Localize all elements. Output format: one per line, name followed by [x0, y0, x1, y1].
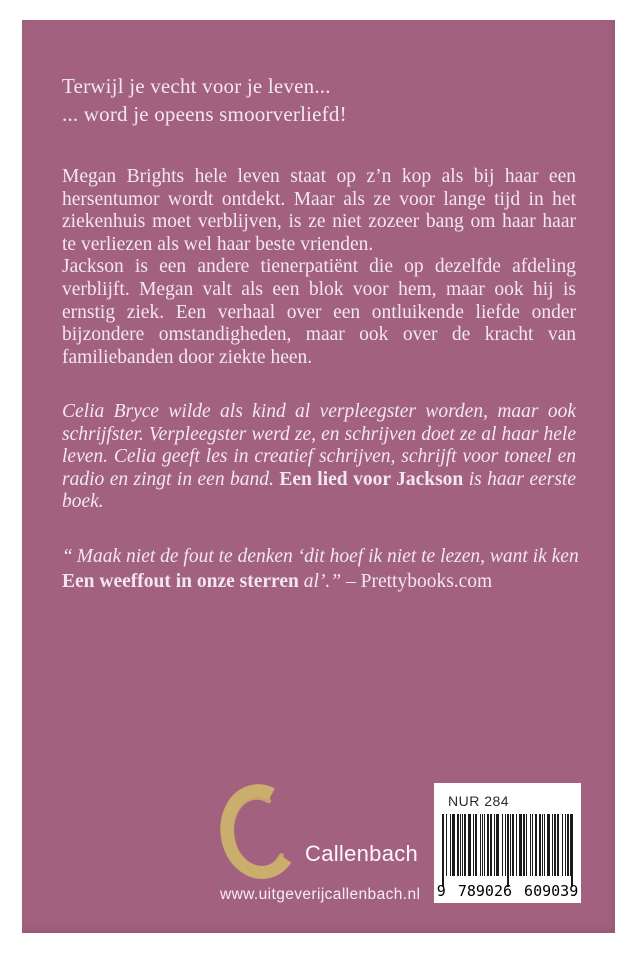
callenbach-c-logo-icon [215, 783, 295, 883]
publisher-website: www.uitgeverijcallenbach.nl [220, 886, 421, 903]
barcode-area [442, 814, 573, 876]
publisher-block [215, 783, 418, 883]
tagline-line-1: Terwijl je vecht voor je leven... [62, 74, 331, 98]
isbn-digits: 9 789026 609039 [436, 882, 579, 900]
barcode-guard-icon [442, 814, 444, 887]
synopsis [62, 166, 576, 369]
tagline-line-2: ... word je opeens smoorverliefd! [62, 102, 347, 126]
synopsis-paragraph-1: Megan Brights hele leven staat op z’n kop als bij haar een hersentumor wordt ontdekt. Maar als ze voor lange tijd in het ziekenhuis moet verblijven, is ze niet zozeer bang om haar haar te verliezen als wel haar beste vrienden. [62, 166, 576, 255]
review-quote-text-2: al’.” [298, 571, 342, 592]
review-quote-attribution: – Prettybooks.com [341, 571, 493, 592]
author-bio-text-1: Celia Bryce wilde als kind al verpleegster worden, maar ook schrijfster. Verpleegster werd ze, en schrijven doet ze al haar hele leven. Celia geeft les in creatief schrijven, schrijft voor toneel en radio en zingt in een band. [62, 401, 576, 490]
author-bio-text-2: is haar eerste boek. [62, 468, 576, 513]
barcode-panel [434, 783, 581, 903]
barcode-guard-icon [571, 814, 573, 887]
book-title: Een lied voor Jackson [279, 468, 464, 490]
review-quote-text-1: “ Maak niet de fout te denken ‘dit hoef ik niet te lezen, want ik ken [62, 546, 579, 567]
publisher-name: Callenbach [305, 841, 419, 866]
barcode-guard-icon [507, 814, 509, 887]
tagline [62, 72, 347, 128]
author-bio [62, 401, 576, 514]
review-quote-book-title: Een weeffout in onze sterren [62, 571, 299, 592]
nur-label: NUR 284 [448, 793, 510, 809]
synopsis-paragraph-2: Jackson is een andere tienerpatiënt die op dezelfde afdeling verblijft. Megan valt als een blok voor hem, maar ook hij is ernstig ziek. Een verhaal over een ontluikende liefde onder bijzondere omstandigheden, maar ook over de kracht van familiebanden door ziekte heen. [62, 256, 576, 368]
back-cover [22, 20, 615, 933]
review-quote [62, 544, 582, 594]
